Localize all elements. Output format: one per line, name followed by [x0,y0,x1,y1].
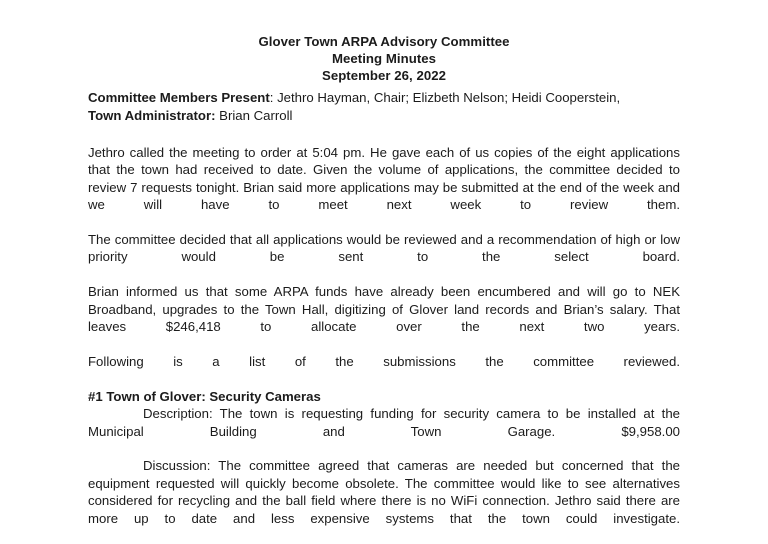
town-administrator-line [88,107,680,125]
committee-members-present-line [88,89,680,107]
item-1-discussion: Discussion: The committee agreed that cameras are needed but concerned that the equipment requested will quickly become obsolete. The committee would like to see alternatives considered for recycling and the ball field where there is no WiFi connection. Jethro said there are more up to date and less expensive systems that the town could investigate. [88,458,680,526]
town-administrator-label: Town Administrator: [88,107,216,123]
document-header [88,33,680,84]
document-body [88,33,680,544]
item-1-description: Description: The town is requesting funding for security camera to be installed at the Municipal Building and Town Garage. $9,958.00 [88,406,680,439]
committee-members-present-label: Committee Members Present [88,90,270,105]
review-recommendation: The committee decided that all applications would be reviewed and a recommendation of high or low priority would be sent to the select board. [88,232,680,265]
document-title: Glover Town ARPA Advisory Committee [258,34,510,49]
submissions-intro: Following is a list of the submissions the committee reviewed. [88,353,680,369]
call-to-order: Jethro called the meeting to order at 5:04 pm. He gave each of us copies of the eight applications that the town had received to date. Given the volume of applications, the committee decided to review 7 requests tonight. Brian said more applications may be submitted at the end of the week and we will have to meet next week to review them. [88,145,680,213]
minutes-body [88,144,680,544]
item-1-heading: #1 Town of Glover: Security Cameras [88,388,321,404]
town-administrator-value: Brian Carroll [215,107,293,123]
attendance-block [88,89,680,124]
document-date: September 26, 2022 [321,68,447,83]
committee-members-present-value: : Jethro Hayman, Chair; Elizbeth Nelson; Heidi Cooperstein, [269,90,621,105]
encumbered-funds: Brian informed us that some ARPA funds have already been encumbered and will go to NEK Broadband, upgrades to the Town Hall, digitizing of Glover land records and Brian’s salary. That leaves $246,418 to allocate over the next two years. [88,284,680,335]
document-subtitle: Meeting Minutes [331,51,437,66]
